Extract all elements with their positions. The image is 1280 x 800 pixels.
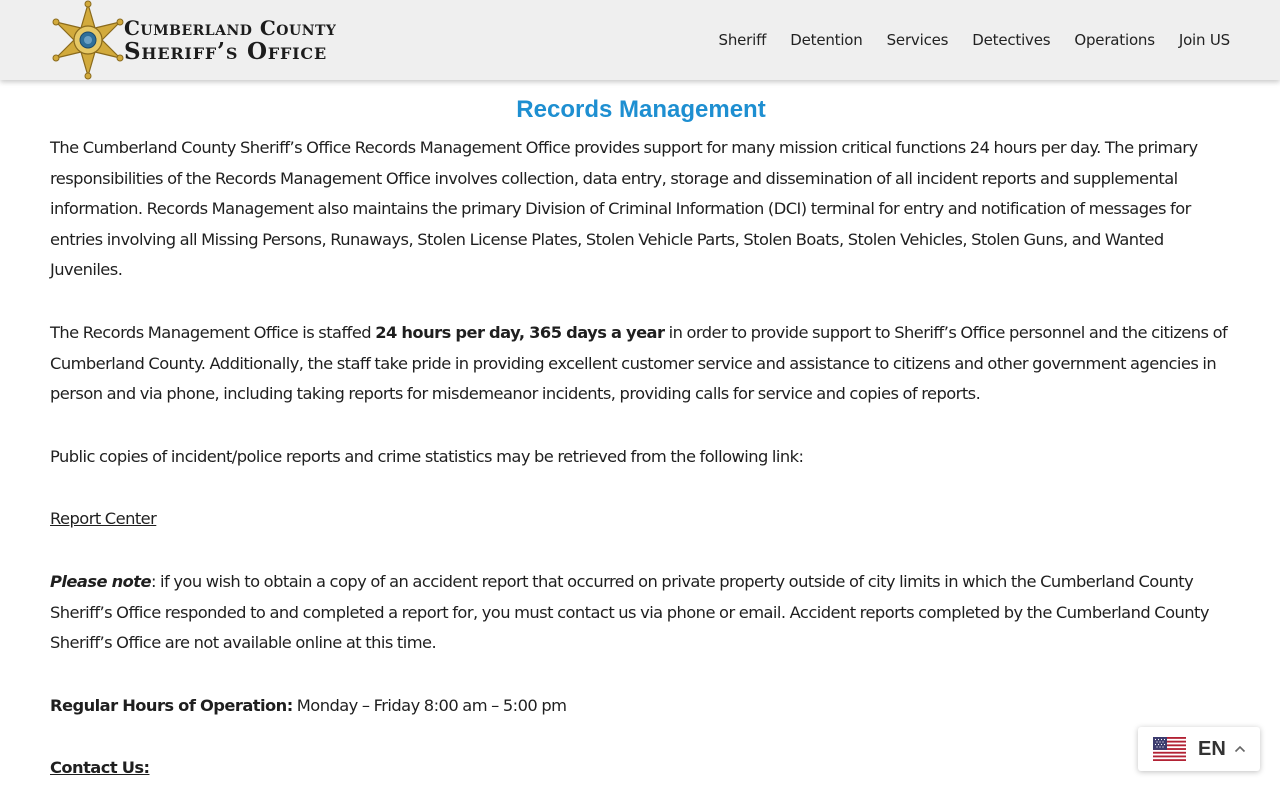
- logo-line-county: Cumberland County: [124, 15, 337, 40]
- logo-text: [124, 15, 337, 65]
- sheriff-star-badge-icon: [50, 0, 126, 80]
- intro-paragraph: The Cumberland County Sheriff’s Office Records Management Office provides support for many mission critical functions 24 hours per day. The primary responsibilities of the Records Management Office involves collection, data entry, storage and dissemination of all incident reports and supplemental information. Records Management also maintains the primary Division of Criminal Information (DCI) terminal for entry and notification of messages for entries involving all Missing Persons, Runaways, Stolen License Plates, Stolen Vehicle Parts, Stolen Boats, Stolen Vehicles, Stolen Guns, and Wanted Juveniles.: [50, 138, 1198, 280]
- note-text: : if you wish to obtain a copy of an accident report that occurred on private property outside of city limits in which the Cumberland County Sheriff’s Office responded to and completed a report for, you must contact us via phone or email. Accident reports completed by the Cumberland County Sheriff’s Office are not available online at this time.: [50, 571, 1209, 653]
- chevron-up-icon: [1234, 745, 1246, 753]
- nav-detention[interactable]: Detention: [790, 31, 863, 49]
- public-copies-paragraph: Public copies of incident/police reports and crime statistics may be retrieved from the following link:: [50, 446, 804, 466]
- main-nav: [719, 0, 1231, 80]
- logo-line-office: Sheriff’s Office: [124, 37, 327, 65]
- report-center-paragraph: [50, 504, 1232, 535]
- contact-us-heading: Contact Us:: [50, 758, 150, 778]
- contact-paragraph: [50, 753, 1232, 784]
- report-center-link[interactable]: Report Center: [50, 509, 157, 529]
- site-header: [0, 0, 1280, 80]
- language-label: EN: [1198, 737, 1226, 760]
- nav-services[interactable]: Services: [886, 31, 949, 49]
- staffing-hours-bold: 24 hours per day, 365 days a year: [375, 322, 665, 342]
- main-content: [50, 82, 1232, 784]
- hours-paragraph: [50, 691, 1232, 722]
- us-flag-icon: [1153, 737, 1186, 761]
- nav-join-us[interactable]: Join US: [1178, 31, 1230, 49]
- nav-sheriff[interactable]: Sheriff: [718, 31, 767, 49]
- staffing-text-pre: The Records Management Office is staffed: [50, 322, 376, 342]
- page-title: Records Management: [516, 96, 766, 123]
- staffing-text-post: in order to provide support to Sheriff’s Office personnel and the citizens of Cumberland County. Additionally, the staff take pride in providing excellent customer service and assistance to citizens and other government agencies in person and via phone, including taking reports for misdemeanor incidents, providing calls for service and copies of reports.: [50, 322, 1228, 404]
- site-logo[interactable]: [50, 0, 336, 80]
- nav-detectives[interactable]: Detectives: [972, 31, 1051, 49]
- note-paragraph: [50, 567, 1232, 659]
- staffing-paragraph: [50, 318, 1232, 410]
- nav-operations[interactable]: Operations: [1074, 31, 1155, 49]
- language-switcher[interactable]: [1138, 727, 1260, 771]
- note-label: Please note: [50, 571, 151, 591]
- hours-label: Regular Hours of Operation:: [50, 695, 293, 715]
- hours-text: Monday – Friday 8:00 am – 5:00 pm: [292, 695, 567, 715]
